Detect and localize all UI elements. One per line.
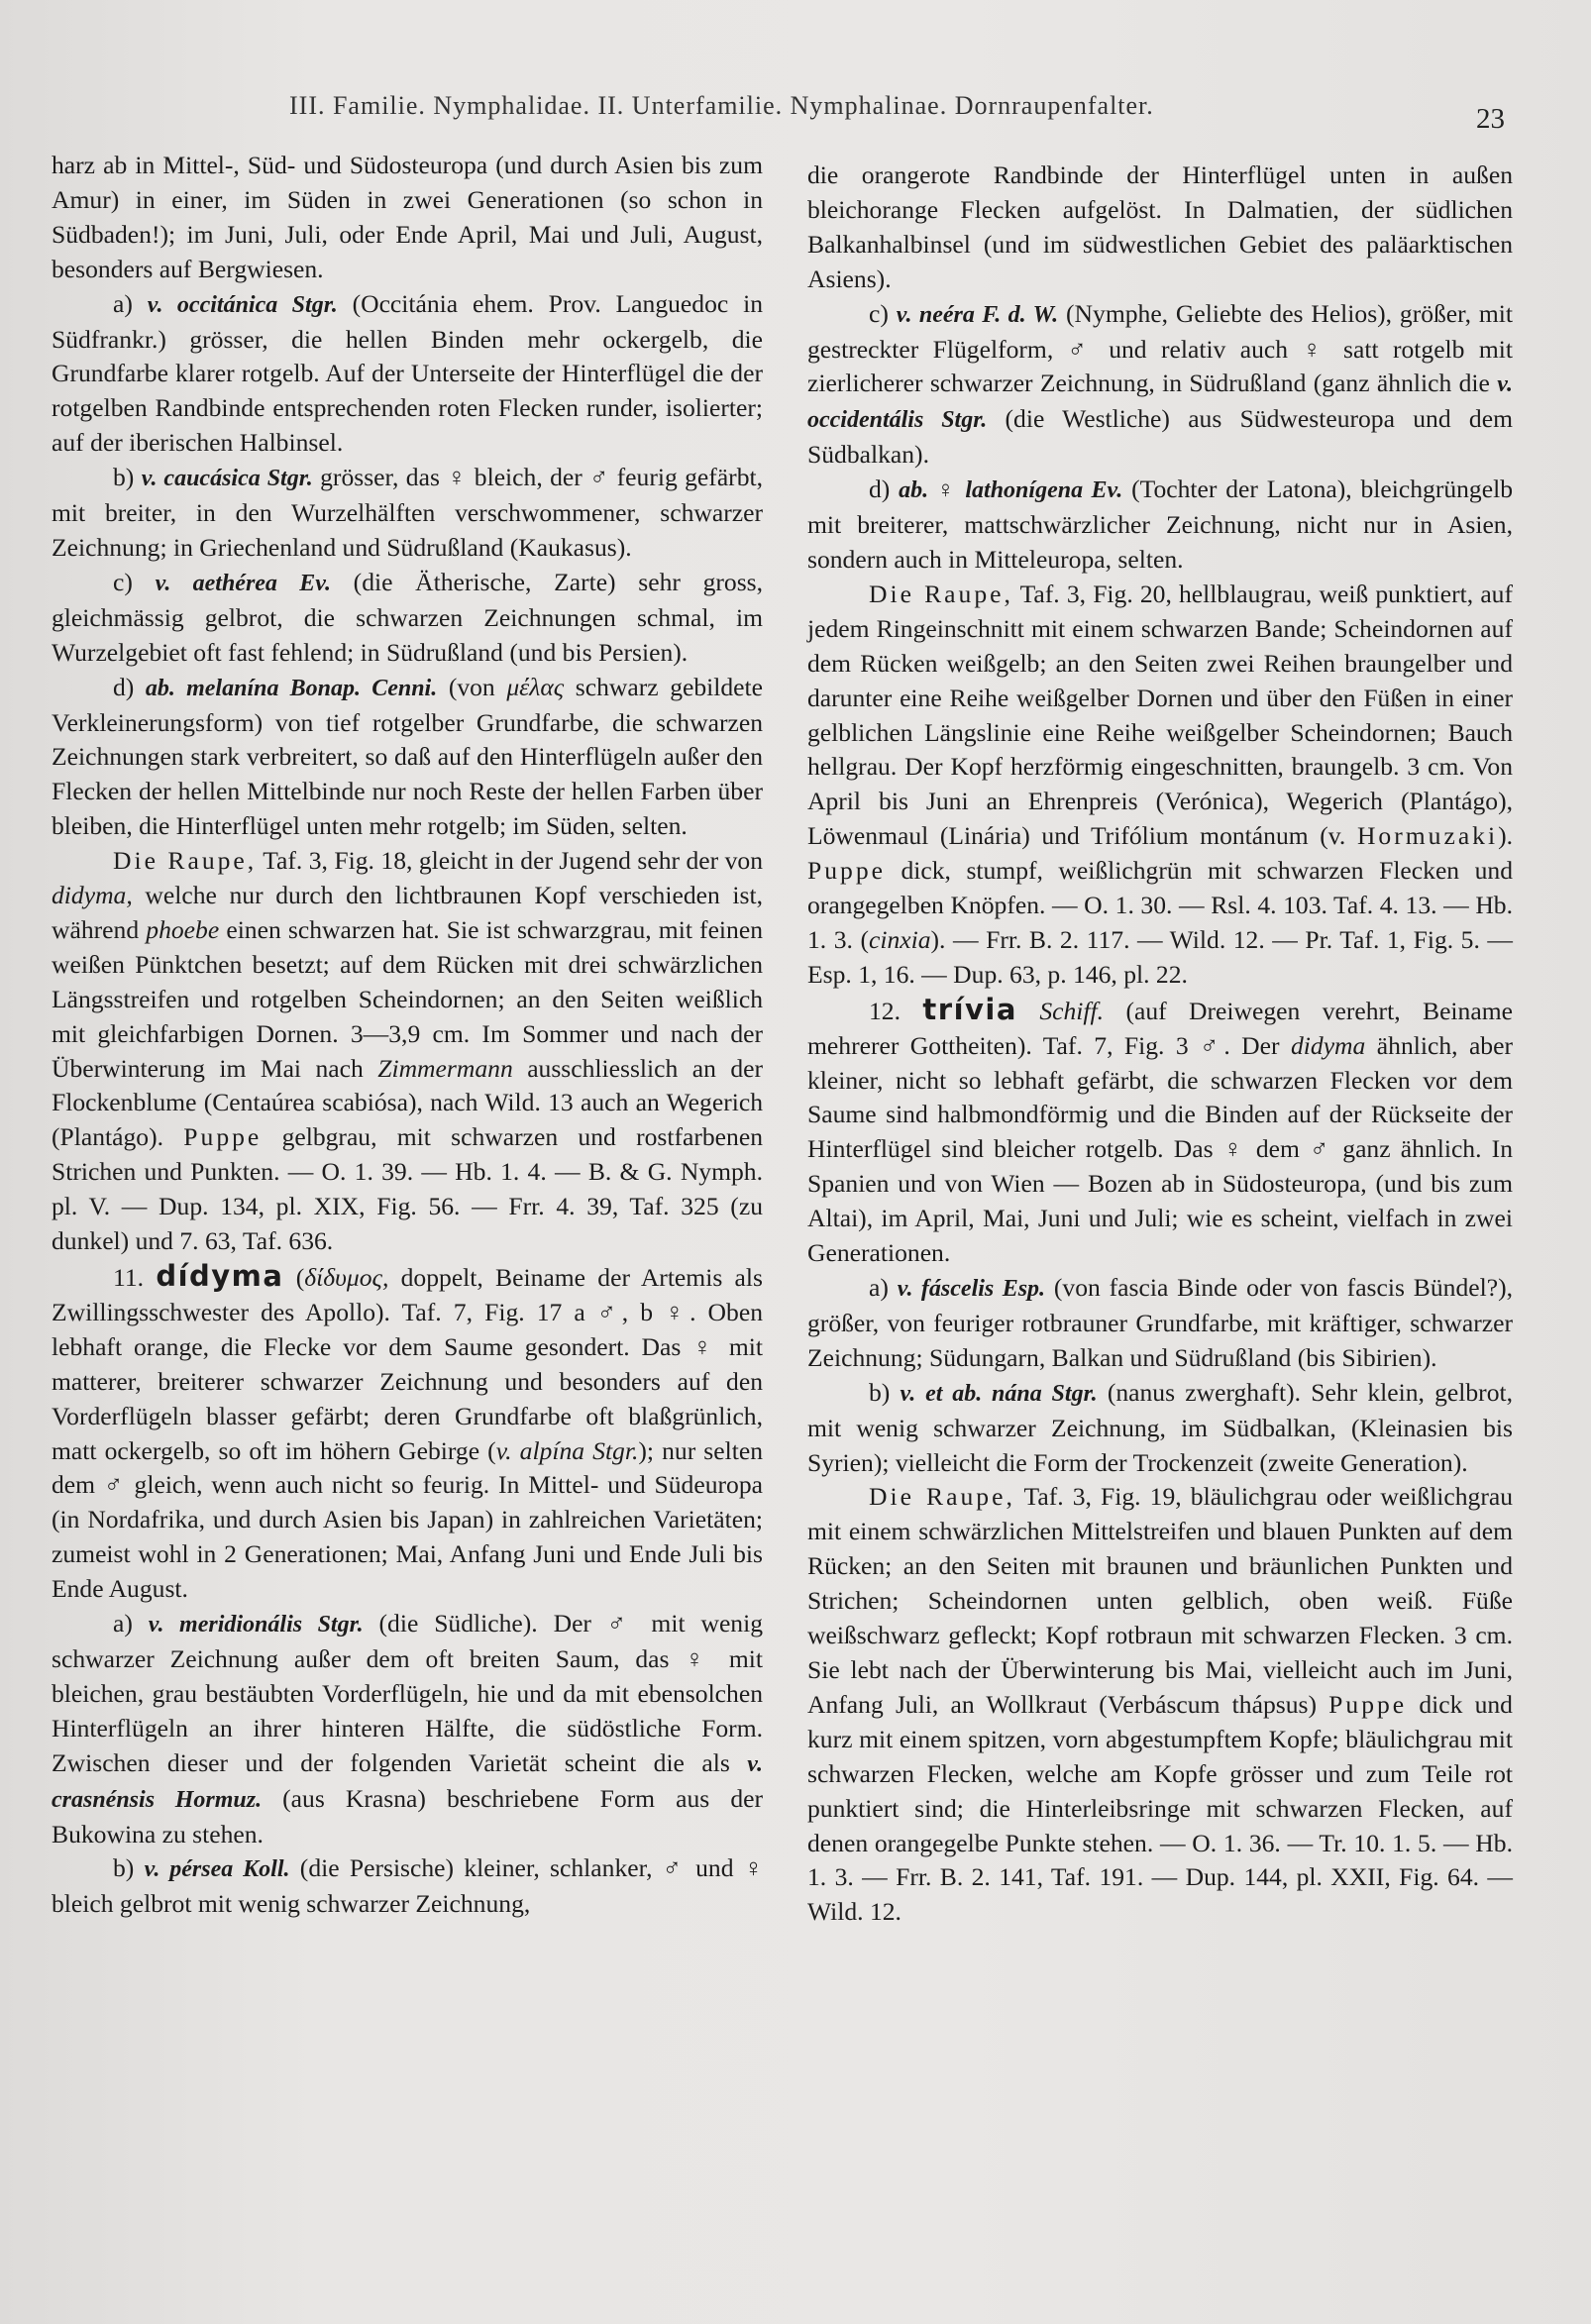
species-entry-didyma: 11. dídyma (δίδυμος, doppelt, Beiname der Artemis als Zwillingsschwester des Apollo). Taf. 7, Fig. 17 a ♂, b ♀. Oben lebhaft orange, die Flecke vor dem Saume gesondert. Das ♀ mit matterer, breiterer schwarzer Zeichnung und besonders auf den Vorderflügeln blasser gefärbt; deren Grundfarbe oft blaßgrünlich, matt ockergelb, so oft im höhern Gebirge (v. alpína Stgr.); nur selten dem ♂ gleich, wenn auch nicht so feurig. In Mittel- und Südeuropa (in Nordafrika, und durch Asien bis Japan) in zahlreichen Varietäten; zumeist wohl in 2 Generationen; Mai, Anfang Juni und Ende Juli bis Ende August. [52, 1259, 763, 1604]
variety-entry: d) ab. ♀ lathonígena Ev. (Tochter der Latona), bleichgrüngelb mit breiterer, mattschwärzlicher Zeichnung, nicht nur in Asien, sondern auch in Mitteleuropa, selten. [807, 475, 1513, 574]
page-number: 23 [1476, 103, 1505, 135]
variety-entry: b) v. et ab. nána Stgr. (nanus zwerghaft). Sehr klein, gelbrot, mit wenig schwarzer Zeichnung, im Südbalkan, (Kleinasien bis Syrien); vielleicht die Form der Trockenzeit (zweite Generation). [807, 1377, 1514, 1477]
variety-entry: b) v. pérsea Koll. (die Persische) kleiner, schlanker, ♂ und ♀ bleich gelbrot mit wenig schwarzer Zeichnung, [52, 1853, 764, 1919]
running-header: III. Familie. Nymphalidae. II. Unterfamilie. Nymphalinae. Dornraupenfalter. [289, 91, 1154, 120]
variety-entry: b) v. caucásica Stgr. grösser, das ♀ bleich, der ♂ feurig gefärbt, mit breiter, in den Wurzelhälften verschwommener, schwarzer Zeichnung; in Griechenland und Südrußland (Kaukasus). [52, 463, 764, 562]
species-entry-trivia: 12. trívia Schiff. (auf Dreiwegen verehrt, Beiname mehrerer Gottheiten). Taf. 7, Fig. 3 ♂. Der didyma ähnlich, aber kleiner, nicht so lebhaft gefärbt, die schwarzen Flecken vor dem Saume sind halbmondförmig und die Binden auf der Rückseite der Hinterflügel sind bleicher rotgelb. Das ♀ dem ♂ ganz ähnlich. In Spanien und von Wien — Bozen ab in Südosteuropa, (und bis zum Altai), im April, Mai, Juni und Juli; wie es scheint, vielfach in zwei Generationen. [807, 992, 1513, 1268]
larva-description: Die Raupe, Taf. 3, Fig. 19, bläulichgrau oder weißlichgrau mit einem schwärzlichen Mittelstreifen und blauen Punkten auf dem Rücken; an den Seiten mit braunen und bräunlichen Punkten und Strichen; Scheindornen unten gelblich, oben weiß. Füße weißschwarz gefleckt; Kopf rotbraun mit schwarzen Flecken. 3 cm. Sie lebt nach der Überwinterung bis Mai, vielleicht auch im Juni, Anfang Juli, an Wollkraut (Verbáscum thápsus) Puppe dick und kurz mit einem spitzen, vorn abgestumpftem Kopfe; bläulichgrau mit schwarzen Flecken, welche am Kopfe grösser und zum Teile rot punktiert sind; die Hinterleibsringe mit schwarzen Flecken, auf denen orangegelbe Punkte stehen. — O. 1. 36. — Tr. 10. 1. 5. — Hb. 1. 3. — Frr. B. 2. 141, Taf. 191. — Dup. 144, pl. XXII, Fig. 64. — Wild. 12. [807, 1482, 1513, 1927]
variety-entry: c) v. neéra F. d. W. (Nymphe, Geliebte des Helios), größer, mit gestreckter Flügelform, ♂ und relativ auch ♀ satt rotgelb mit zierlicherer schwarzer Zeichnung, in Südrußland (ganz ähnlich die v. occidentális Stgr. (die Westliche) aus Südwesteuropa und dem Südbalkan). [807, 298, 1514, 470]
right-column [807, 158, 1513, 1930]
paragraph: die orangerote Randbinde der Hinterflügel unten in außen bleichorange Flecken aufgelöst. In Dalmatien, der südlichen Balkanhalbinsel (und im südwestlichen Gebiet des paläarktischen Asiens). [807, 160, 1513, 293]
larva-description: Die Raupe, Taf. 3, Fig. 18, gleicht in der Jugend sehr der von didyma, welche nur durch den lichtbraunen Kopf verschieden ist, während phoebe einen schwarzen hat. Sie ist schwarzgrau, mit feinen weißen Pünktchen besetzt; auf dem Rücken mit drei schwärzlichen Längsstreifen und rotgelben Scheindornen; an den Seiten weißlich mit gleichfarbigen Dornen. 3—3,9 cm. Im Sommer und nach der Überwinterung im Mai nach Zimmermann ausschliesslich an der Flockenblume (Centaúrea scabiósa), nach Wild. 13 auch an Wegerich (Plantágo). Puppe gelbgrau, mit schwarzen und rostfarbenen Strichen und Punkten. — O. 1. 39. — Hb. 1. 4. — B. & G. Nymph. pl. V. — Dup. 134, pl. XIX, Fig. 56. — Frr. 4. 39, Taf. 325 (zu dunkel) und 7. 63, Taf. 636. [52, 846, 764, 1256]
variety-entry: a) v. meridionális Stgr. (die Südliche). Der ♂ mit wenig schwarzer Zeichnung außer dem oft breiten Saum, das ♀ mit bleichen, grau bestäubten Vorderflügeln, hie und da mit ebensolchen Hinterflügeln an ihrer hinteren Hälfte, die südöstliche Form. Zwischen dieser und der folgenden Varietät scheint die als v. crasnénsis Hormuz. (aus Krasna) beschriebene Form aus der Bukowina zu stehen. [52, 1609, 764, 1849]
variety-entry: c) v. aethérea Ev. (die Ätherische, Zarte) sehr gross, gleichmässig gelbrot, die schwarzen Zeichnungen schmal, im Wurzelgebiet oft fast fehlend; in Südrußland (und bis Persien). [52, 567, 764, 667]
paragraph: harz ab in Mittel-, Süd- und Südosteuropa (und durch Asien bis zum Amur) in einer, im Süden in zwei Generationen (so schon in Südbaden!); im Juni, Juli, oder Ende April, Mai und Juli, August, besonders auf Bergwiesen. [52, 151, 763, 283]
variety-entry: a) v. occitánica Stgr. (Occitánia ehem. Prov. Languedoc in Südfrankr.) grösser, die hellen Binden mehr ockergelb, die Grundfarbe klarer rotgelb. Auf der Unterseite der Hinterflügel die der rotgelben Randbinde entsprechenden roten Flecken runder, isolierter; auf der iberischen Halbinsel. [52, 288, 763, 458]
variety-entry: d) ab. melanína Bonap. Cenni. (von μέλας schwarz gebildete Verkleinerungsform) von tief rotgelber Grundfarbe, die schwarzen Zeichnungen stark verbreitert, so daß auf den Hinterflügeln außer den Flecken der hellen Mittelbinde nur noch Reste der hellen Farben über bleiben, die Hinterflügel unten mehr rotgelb; im Süden, selten. [52, 672, 763, 841]
larva-description: Die Raupe, Taf. 3, Fig. 20, hellblaugrau, weiß punktiert, auf jedem Ringeinschnitt mit einem schwarzen Bande; Scheindornen auf dem Rücken weißgelb; an den Seiten zwei Reihen braungelber und darunter eine Reihe weißgelber Dornen und über den Füßen in einer gelblichen Längslinie eine Reihe weißgelber Scheindornen; Bauch hellgrau. Der Kopf herzförmig eingeschnitten, braungelb. 3 cm. Von April bis Juni an Ehrenpreis (Verónica), Wegerich (Plantágo), Löwenmaul (Linária) und Trifólium montánum (v. Hormuzaki). Puppe dick, stumpf, weißlichgrün mit schwarzen Flecken und orangegelben Knöpfen. — O. 1. 30. — Rsl. 4. 103. Taf. 4. 13. — Hb. 1. 3. (cinxia). — Frr. B. 2. 117. — Wild. 12. — Pr. Taf. 1, Fig. 5. — Esp. 1, 16. — Dup. 63, p. 146, pl. 22. [807, 579, 1514, 989]
variety-entry: a) v. fáscelis Esp. (von fascia Binde oder von fascis Bündel?), größer, von feuriger rotbrauner Grundfarbe, mit kräftiger, schwarzer Zeichnung; Südungarn, Balkan und Südrußland (bis Sibirien). [807, 1273, 1513, 1372]
left-column [52, 149, 763, 1922]
